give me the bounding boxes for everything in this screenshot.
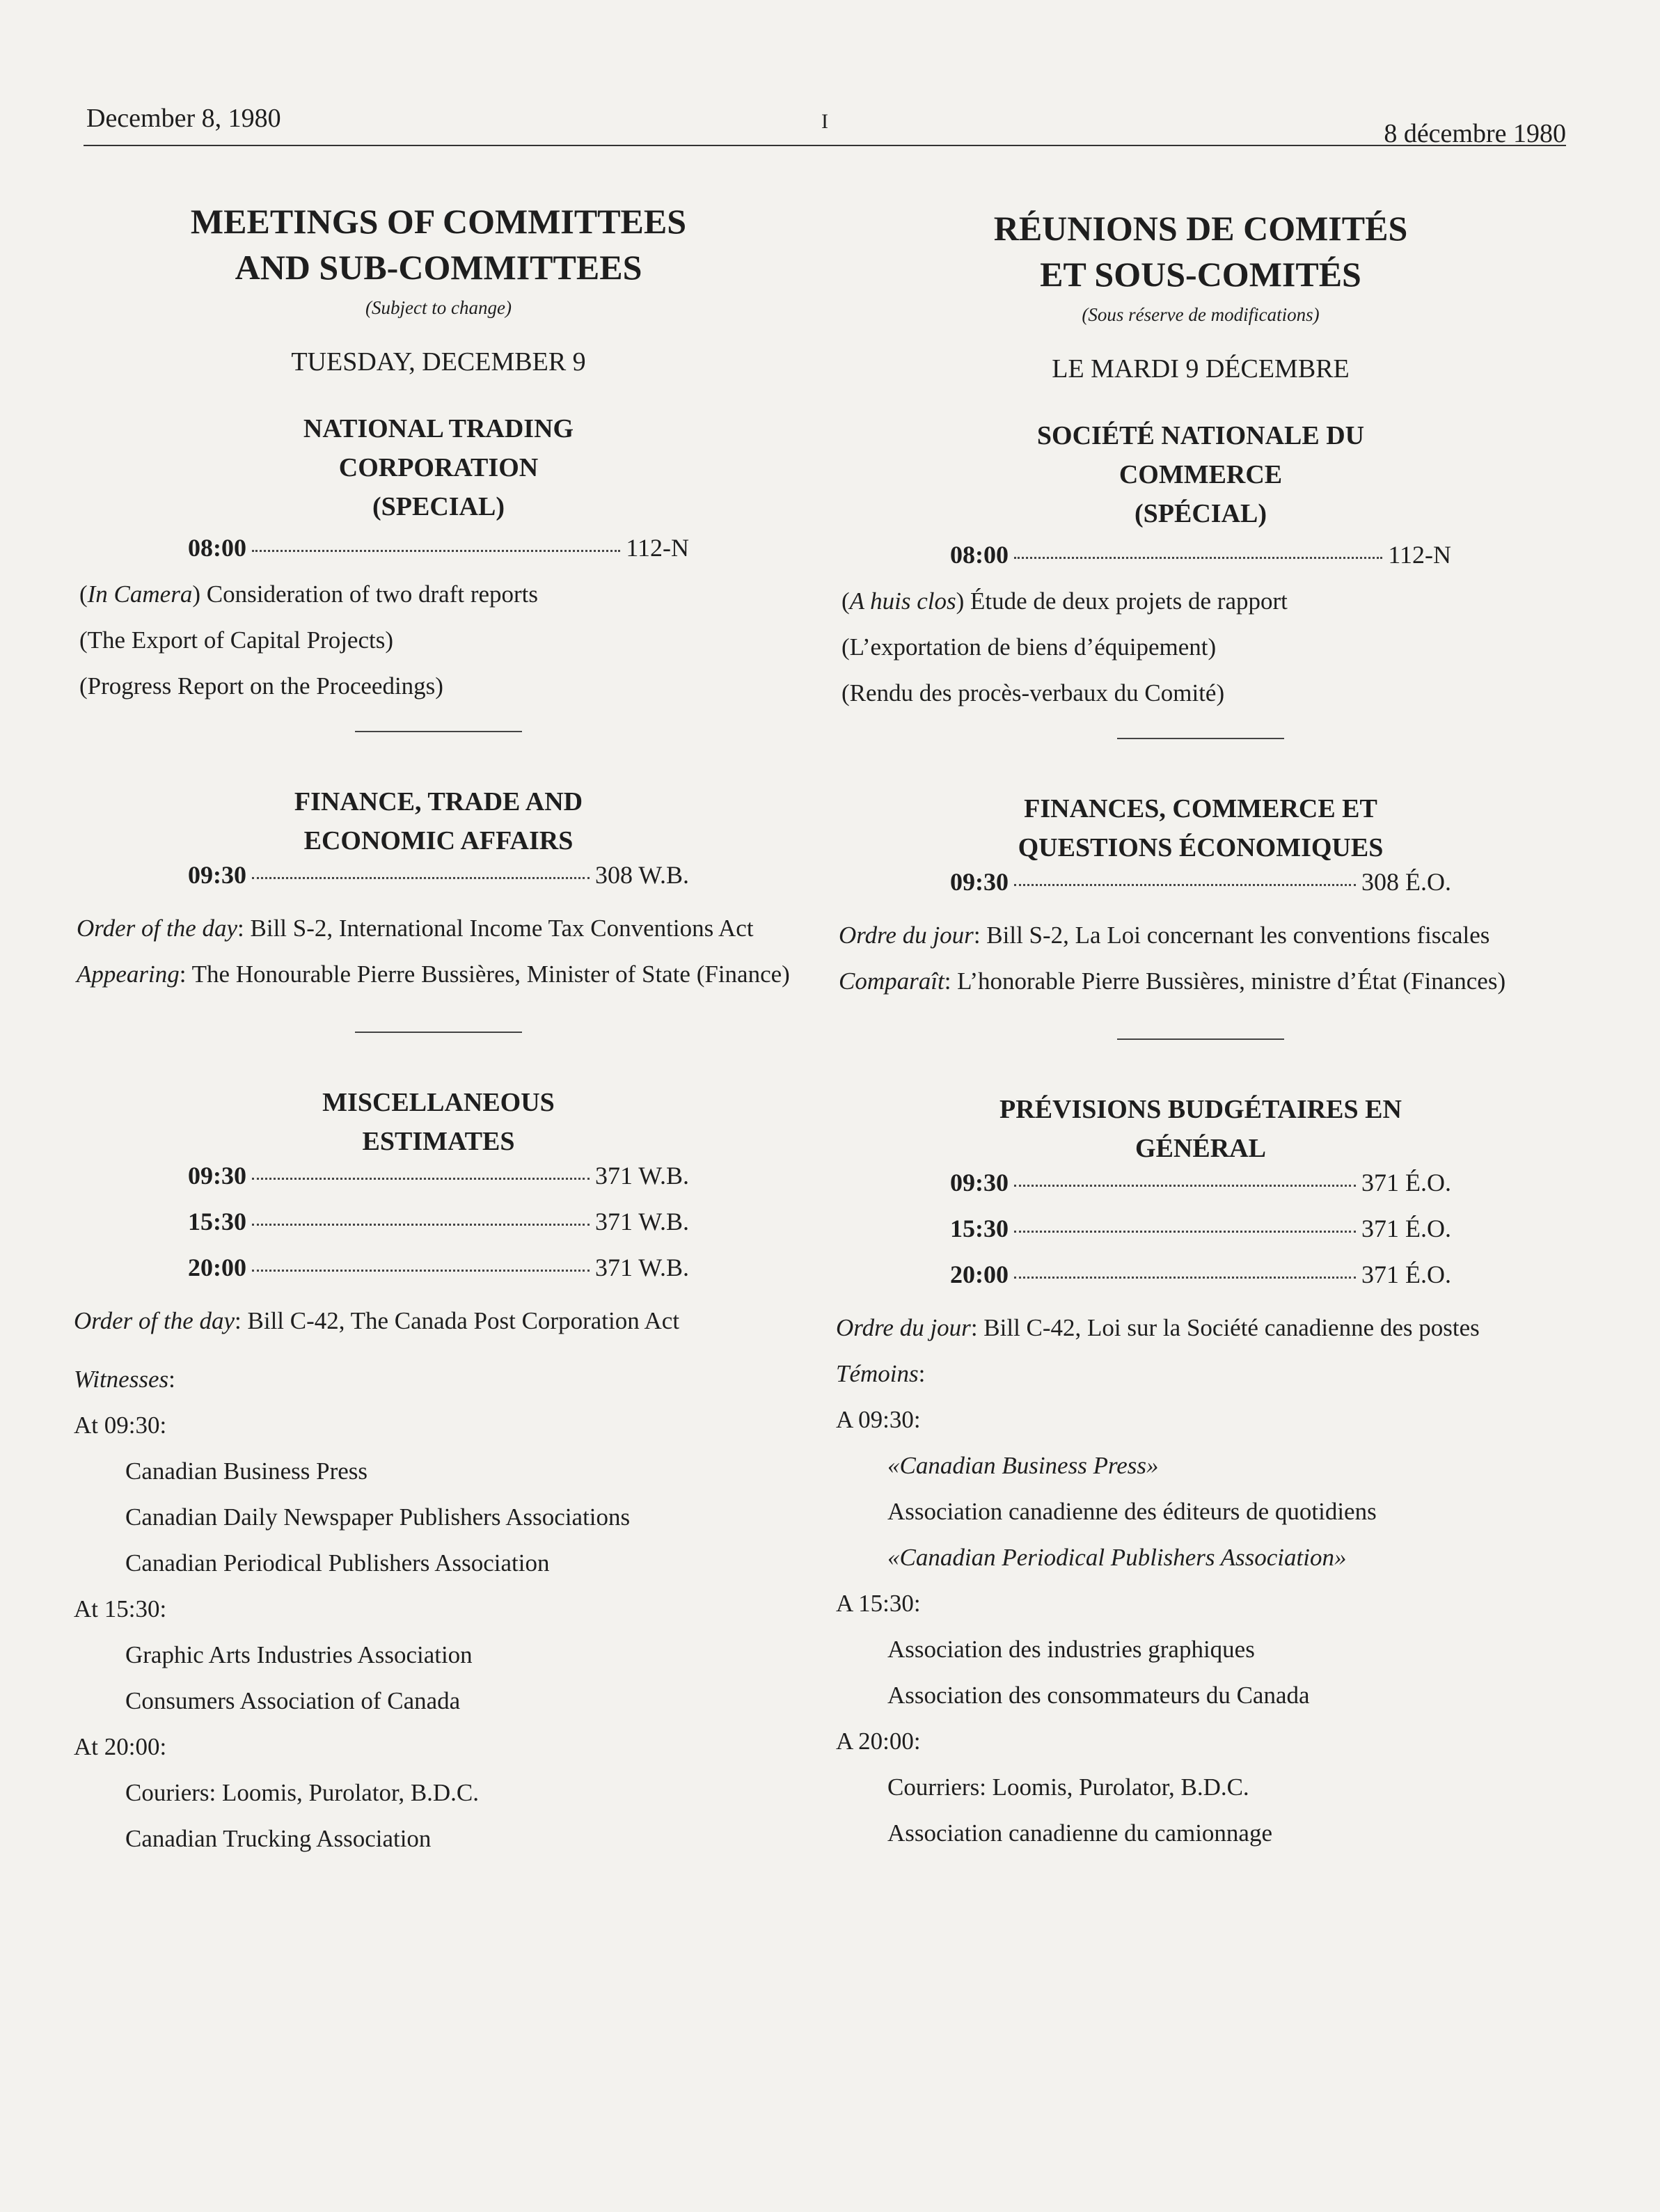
dot-leader	[252, 550, 620, 552]
meeting-room: 371 W.B.	[594, 1254, 689, 1281]
witness-item: Canadian Business Press	[125, 1457, 368, 1485]
meeting-day: LE MARDI 9 DÉCEMBRE	[1052, 354, 1350, 384]
schedule-row	[188, 1161, 689, 1207]
appearing-label: Appearing	[77, 961, 180, 988]
appearing	[77, 959, 807, 990]
witness-item: Canadian Daily Newspaper Publishers Associations	[125, 1503, 631, 1531]
in-camera-label: A huis clos	[849, 587, 956, 615]
section-title-line: FINANCE, TRADE AND	[294, 787, 583, 816]
witness-item: Association canadienne du camionnage	[887, 1819, 1272, 1847]
witness-item: Canadian Periodical Publishers Association	[125, 1549, 550, 1577]
time-label: A 09:30:	[836, 1406, 921, 1433]
dot-leader	[252, 1178, 590, 1180]
section-title-national-trading	[832, 416, 1570, 533]
witness-item: Association des industries graphiques	[887, 1636, 1255, 1663]
section-divider	[1117, 738, 1284, 739]
meeting-time: 15:30	[188, 1208, 246, 1235]
schedule-row	[950, 1214, 1451, 1260]
appearing	[839, 966, 1570, 997]
order-label: Ordre du jour	[839, 922, 974, 949]
section-title-line: SOCIÉTÉ NATIONALE DU	[1036, 421, 1365, 450]
dot-leader	[1014, 557, 1382, 559]
witnesses-label: Témoins	[836, 1360, 919, 1387]
dot-leader	[1014, 884, 1356, 886]
header-rule	[84, 145, 1566, 146]
header-date-fr: 8 décembre 1980	[1384, 119, 1566, 148]
section-title-line: ESTIMATES	[362, 1127, 515, 1156]
section-title-line: NATIONAL TRADING	[303, 414, 574, 443]
section-divider	[355, 1032, 522, 1033]
section-title-line: CORPORATION	[338, 453, 539, 482]
title-line: ET SOUS-COMITÉS	[1040, 255, 1361, 294]
agenda-text: Étude de deux projets de rapport	[964, 587, 1288, 615]
subject-note: (Subject to change)	[365, 297, 512, 318]
meeting-time: 20:00	[188, 1254, 246, 1281]
dot-leader	[1014, 1231, 1356, 1233]
witnesses-heading	[74, 1364, 807, 1395]
order-of-day	[77, 913, 807, 944]
order-text: : Bill S-2, La Loi concernant les conventions fiscales	[973, 922, 1490, 949]
meeting-room: 371 É.O.	[1361, 1261, 1451, 1288]
witness-item: Canadian Trucking Association	[125, 1825, 432, 1852]
meeting-room: 371 W.B.	[594, 1208, 689, 1235]
page-title	[70, 198, 807, 290]
section-divider	[355, 731, 522, 732]
section-title-line: COMMERCE	[1118, 460, 1283, 489]
appearing-text: : L’honorable Pierre Bussières, ministre d’État (Finances)	[944, 967, 1506, 995]
page-header	[84, 103, 1566, 146]
header-date-en: December 8, 1980	[86, 104, 281, 133]
schedule-row	[950, 540, 1451, 586]
schedule-row	[950, 867, 1451, 913]
meeting-time: 09:30	[950, 1169, 1009, 1196]
agenda-text: Consideration of two draft reports	[200, 580, 539, 608]
meeting-time: 15:30	[950, 1215, 1009, 1242]
meeting-time: 08:00	[950, 541, 1009, 569]
order-label: Order of the day	[74, 1307, 235, 1334]
english-column	[70, 198, 807, 1870]
french-column	[832, 205, 1570, 1864]
meeting-room: 308 W.B.	[594, 861, 689, 889]
meeting-day: TUESDAY, DECEMBER 9	[291, 347, 586, 377]
meeting-time: 09:30	[188, 1162, 246, 1190]
section-title-line: PRÉVISIONS BUDGÉTAIRES EN	[999, 1095, 1402, 1124]
order-of-day	[74, 1306, 807, 1336]
time-label: A 15:30:	[836, 1590, 921, 1617]
witness-item: Association canadienne des éditeurs de quotidiens	[887, 1498, 1377, 1525]
schedule-row	[188, 1207, 689, 1253]
meeting-room: 371 É.O.	[1361, 1169, 1451, 1196]
time-label: At 15:30:	[74, 1595, 167, 1622]
order-of-day	[836, 1313, 1570, 1343]
witness-item: «Canadian Periodical Publishers Association»	[887, 1544, 1347, 1571]
agenda-item: (Progress Report on the Proceedings)	[79, 672, 443, 700]
title-line: MEETINGS OF COMMITTEES	[190, 202, 687, 241]
section-title-line: MISCELLANEOUS	[322, 1088, 555, 1117]
time-label: At 20:00:	[74, 1733, 167, 1760]
agenda-item: (The Export of Capital Projects)	[79, 626, 393, 654]
witness-item: Couriers: Loomis, Purolator, B.D.C.	[125, 1779, 480, 1806]
section-title-line: (SPECIAL)	[372, 492, 505, 521]
meeting-room: 112-N	[1388, 541, 1451, 569]
section-title-estimates	[832, 1090, 1570, 1168]
witnesses-colon: :	[168, 1366, 175, 1393]
section-divider	[1117, 1038, 1284, 1040]
appearing-label: Comparaît	[839, 967, 944, 995]
section-title-national-trading	[70, 409, 807, 526]
title-line: RÉUNIONS DE COMITÉS	[993, 209, 1408, 248]
title-line: AND SUB-COMMITTEES	[235, 248, 642, 287]
section-title-line: (SPÉCIAL)	[1134, 499, 1267, 528]
witness-item: Graphic Arts Industries Association	[125, 1641, 473, 1668]
witness-item: «Canadian Business Press»	[887, 1452, 1159, 1479]
dot-leader	[252, 877, 590, 879]
agenda-item: (L’exportation de biens d’équipement)	[841, 633, 1217, 661]
order-text: : Bill S-2, International Income Tax Conventions Act	[237, 915, 754, 942]
witness-item: Courriers: Loomis, Purolator, B.D.C.	[887, 1773, 1249, 1801]
dot-leader	[252, 1224, 590, 1226]
section-title-finance	[832, 789, 1570, 867]
meeting-time: 09:30	[188, 861, 246, 889]
section-title-finance	[70, 782, 807, 860]
meeting-time: 09:30	[950, 868, 1009, 896]
dot-leader	[1014, 1185, 1356, 1187]
meeting-time: 20:00	[950, 1261, 1009, 1288]
agenda-item: (Rendu des procès-verbaux du Comité)	[841, 679, 1225, 706]
time-label: At 09:30:	[74, 1412, 167, 1439]
witnesses-label: Witnesses	[74, 1366, 169, 1393]
witnesses-heading	[836, 1359, 1570, 1389]
order-label: Order of the day	[77, 915, 238, 942]
section-title-estimates	[70, 1083, 807, 1161]
witness-item: Association des consommateurs du Canada	[887, 1682, 1310, 1709]
meeting-room: 112-N	[626, 534, 689, 562]
dot-leader	[1014, 1277, 1356, 1279]
section-title-line: GÉNÉRAL	[1135, 1134, 1266, 1163]
agenda-item: (In Camera) Consideration of two draft reports	[79, 580, 539, 608]
in-camera-label: In Camera	[87, 580, 193, 608]
order-label: Ordre du jour	[836, 1314, 971, 1341]
appearing-text: : The Honourable Pierre Bussières, Minister of State (Finance)	[179, 961, 790, 988]
order-of-day	[839, 920, 1570, 951]
meeting-room: 308 É.O.	[1361, 868, 1451, 896]
subject-note: (Sous réserve de modifications)	[1082, 304, 1320, 325]
meeting-room: 371 W.B.	[594, 1162, 689, 1190]
time-label: A 20:00:	[836, 1728, 921, 1755]
meeting-room: 371 É.O.	[1361, 1215, 1451, 1242]
witnesses-colon: :	[918, 1360, 926, 1387]
section-title-line: ECONOMIC AFFAIRS	[303, 826, 574, 855]
agenda-item: (A huis clos) Étude de deux projets de rapport	[841, 587, 1288, 615]
schedule-row	[950, 1260, 1451, 1306]
schedule-row	[188, 860, 689, 906]
order-text: : Bill C-42, Loi sur la Société canadienne des postes	[970, 1314, 1480, 1341]
schedule-row	[950, 1168, 1451, 1214]
schedule-row	[188, 533, 689, 579]
dot-leader	[252, 1270, 590, 1272]
page-number: I	[821, 110, 828, 133]
section-title-line: QUESTIONS ÉCONOMIQUES	[1018, 833, 1384, 862]
meeting-time: 08:00	[188, 534, 246, 562]
page-title	[832, 205, 1570, 297]
schedule-row	[188, 1253, 689, 1299]
witness-item: Consumers Association of Canada	[125, 1687, 461, 1714]
section-title-line: FINANCES, COMMERCE ET	[1024, 794, 1377, 823]
order-text: : Bill C-42, The Canada Post Corporation Act	[235, 1307, 680, 1334]
